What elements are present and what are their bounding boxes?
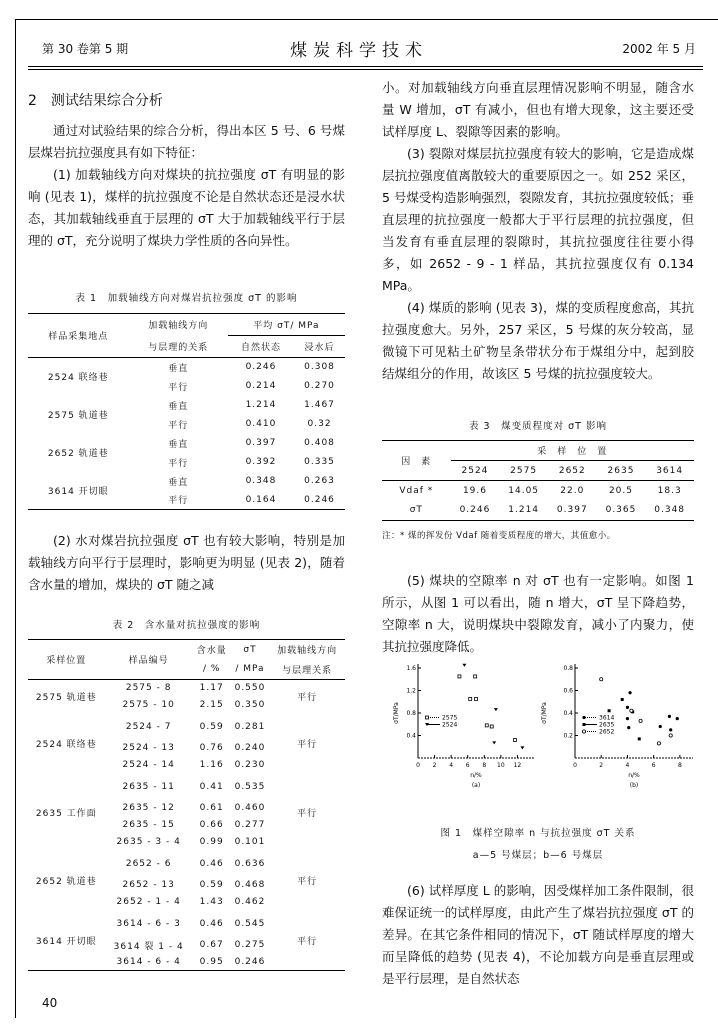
t2-sample-id: 2575 - 10 bbox=[122, 700, 175, 710]
t2-row bbox=[28, 680, 345, 697]
left-column-text-2 bbox=[28, 530, 345, 596]
t2-direction: 平行 bbox=[297, 877, 318, 887]
t1-direction: 平行 bbox=[168, 496, 189, 507]
data-point bbox=[626, 717, 629, 720]
t1-soaked: 0.308 bbox=[304, 362, 335, 373]
t2-header-sigma: σT bbox=[243, 644, 257, 655]
page-number: 40 bbox=[42, 996, 58, 1010]
t1-direction: 垂直 bbox=[168, 477, 189, 488]
t2-row bbox=[28, 911, 345, 937]
t2-sample-id: 2524 - 14 bbox=[122, 760, 175, 770]
x-tick-label: 0 bbox=[416, 762, 420, 769]
t2-location: 2635 工作面 bbox=[35, 808, 97, 819]
data-point bbox=[492, 741, 496, 744]
data-point bbox=[638, 737, 641, 740]
t2-sample-id: 2652 - 6 bbox=[125, 858, 172, 869]
data-point bbox=[474, 675, 477, 678]
data-point bbox=[657, 742, 660, 745]
t2-sigma: 0.240 bbox=[234, 743, 266, 753]
t3-header-location: 采 样 位 置 bbox=[451, 441, 694, 461]
t2-direction: 平行 bbox=[297, 740, 318, 750]
t2-header-dir: 加载轴线方向 bbox=[277, 646, 338, 657]
legend-marker bbox=[582, 716, 585, 719]
x-tick-label: 12 bbox=[513, 762, 522, 769]
t3-cell: 22.0 bbox=[560, 485, 585, 496]
data-point bbox=[659, 725, 662, 728]
t2-sample-id: 3614 裂 1 - 4 bbox=[113, 941, 184, 952]
t3-cell: 20.5 bbox=[608, 485, 633, 496]
t1-row bbox=[28, 472, 345, 491]
t3-row-label: σT bbox=[409, 505, 423, 516]
t2-sigma: 0.277 bbox=[234, 820, 266, 830]
y-tick-label: 0.8 bbox=[563, 665, 573, 672]
y-tick-label: 0.4 bbox=[563, 710, 573, 717]
t2-sigma: 0.246 bbox=[234, 956, 266, 967]
t3-location: 2575 bbox=[510, 465, 538, 476]
y-tick-label: 0.4 bbox=[406, 732, 416, 740]
t2-location: 2575 轨道巷 bbox=[35, 693, 97, 704]
t1-row bbox=[28, 434, 345, 453]
right-column-text-2 bbox=[382, 570, 694, 658]
t2-water: 0.59 bbox=[199, 721, 224, 732]
table-2 bbox=[28, 617, 345, 971]
x-tick-label: 6 bbox=[651, 762, 656, 769]
t2-location: 3614 开切眼 bbox=[35, 936, 97, 947]
t2-sigma: 0.275 bbox=[234, 940, 266, 950]
t2-sample-id: 2635 - 11 bbox=[122, 781, 175, 792]
data-point bbox=[608, 709, 611, 712]
left-column-text bbox=[28, 120, 345, 252]
header-volume: 第 30 卷第 5 期 bbox=[42, 42, 129, 56]
legend-marker bbox=[583, 723, 586, 726]
legend-marker bbox=[582, 730, 585, 733]
t3-cell: 19.6 bbox=[462, 485, 487, 496]
t1-direction: 平行 bbox=[168, 382, 189, 393]
data-point bbox=[490, 725, 493, 728]
t1-soaked: 0.270 bbox=[304, 381, 335, 391]
figure-1-chart-a bbox=[392, 660, 542, 794]
t1-header-direction-1: 加载轴线方向 bbox=[148, 321, 209, 332]
t2-sample-id: 2635 - 3 - 4 bbox=[116, 837, 181, 847]
data-point bbox=[475, 697, 478, 700]
t1-location: 2652 轨道巷 bbox=[47, 449, 109, 459]
table-1 bbox=[28, 290, 345, 510]
t1-location: 2575 轨道巷 bbox=[47, 411, 109, 421]
t2-sigma: 0.281 bbox=[234, 721, 266, 732]
data-point bbox=[639, 719, 642, 722]
t2-location: 2524 联络巷 bbox=[35, 740, 97, 750]
x-tick-label: 4 bbox=[625, 762, 630, 769]
t2-water: 1.43 bbox=[199, 897, 224, 907]
chart-title: (a) bbox=[471, 782, 481, 789]
t3-row-label: Vdaf * bbox=[399, 485, 434, 496]
t2-sigma: 0.550 bbox=[234, 683, 266, 694]
t1-header-location: 样品采集地点 bbox=[28, 314, 129, 358]
data-point bbox=[494, 708, 498, 711]
t2-water: 0.46 bbox=[199, 858, 224, 869]
t1-header-direction-2: 与层理的关系 bbox=[148, 342, 209, 353]
page-frame-top bbox=[15, 19, 718, 20]
t3-row bbox=[382, 481, 694, 501]
t2-water: 0.67 bbox=[199, 940, 224, 950]
t1-soaked: 0.335 bbox=[304, 457, 335, 467]
t2-direction: 平行 bbox=[297, 693, 318, 704]
legend-marker bbox=[426, 716, 429, 719]
x-tick-label: 0 bbox=[573, 762, 577, 769]
x-tick-label: 6 bbox=[465, 762, 470, 769]
t2-sigma: 0.460 bbox=[234, 803, 266, 813]
t2-sample-id: 2524 - 13 bbox=[122, 743, 175, 753]
t1-direction: 垂直 bbox=[168, 363, 189, 374]
t1-soaked: 0.263 bbox=[304, 476, 335, 486]
right-column-text bbox=[382, 77, 694, 385]
t2-water: 0.66 bbox=[199, 820, 224, 830]
y-tick-label: 0.8 bbox=[406, 710, 416, 717]
legend-label: 2524 bbox=[442, 721, 458, 729]
t2-sample-id: 2635 - 15 bbox=[122, 820, 175, 830]
paragraph-2: (2) 水对煤岩抗拉强度 σT 也有较大影响，特别是加载轴线方向平行于层理时，影响更为明显 (见表 2)，随着含水量的增加，煤块的 σT 随之减 bbox=[28, 533, 345, 592]
t1-natural: 0.246 bbox=[245, 362, 277, 373]
t1-direction: 垂直 bbox=[168, 401, 189, 412]
t2-sigma: 0.545 bbox=[234, 918, 266, 929]
t1-soaked: 0.32 bbox=[307, 419, 332, 429]
t2-sample-id: 2635 - 12 bbox=[122, 803, 175, 813]
t1-soaked: 1.467 bbox=[304, 400, 335, 410]
t2-sample-id: 2575 - 8 bbox=[125, 683, 172, 694]
t2-header-dir-2: 与层理关系 bbox=[282, 665, 333, 676]
data-point bbox=[513, 739, 516, 742]
data-point bbox=[469, 697, 472, 700]
legend-label: 3614 bbox=[599, 714, 615, 722]
t2-water: 1.17 bbox=[199, 683, 224, 694]
t1-natural: 1.214 bbox=[245, 400, 277, 410]
t3-cell: 0.397 bbox=[556, 505, 588, 516]
header-rule-2 bbox=[28, 69, 703, 70]
t1-natural: 0.410 bbox=[245, 419, 277, 429]
t2-water: 0.59 bbox=[199, 880, 224, 890]
x-tick-label: 8 bbox=[677, 762, 682, 769]
paragraph-6: (6) 试样厚度 L 的影响，因受煤样加工条件限制，很难保证统一的试样厚度，由此产生了煤岩抗拉强度 σT 的差异。在其它条件相同的情况下，σT 随试样厚度的增大而呈降低的趋势 (见表 4)，不论加载方向是垂直层理或是平行层理，是自然状态 bbox=[382, 883, 694, 986]
paragraph-1: (1) 加载轴线方向对煤块的抗拉强度 σT 有明显的影响 (见表 1)，煤样的抗拉强度不论是自然状态还是浸水状态，其加载轴线垂直于层理的 σT 大于加载轴线平行于层理的 σT，充分说明了煤块力学性质的各向异性。 bbox=[28, 167, 345, 248]
t2-direction: 平行 bbox=[297, 808, 318, 819]
t1-location: 3614 开切眼 bbox=[47, 486, 109, 497]
scatter-chart-b bbox=[540, 660, 700, 790]
x-tick-label: 4 bbox=[449, 762, 454, 769]
t2-row bbox=[28, 774, 345, 800]
t1-direction: 平行 bbox=[168, 458, 189, 469]
data-point bbox=[626, 706, 629, 709]
t2-sigma: 0.535 bbox=[234, 781, 266, 792]
t2-header-water: 含水量 bbox=[196, 646, 227, 657]
t2-water: 0.76 bbox=[199, 743, 224, 753]
y-tick-label: 0.2 bbox=[563, 732, 573, 740]
section-title: 2 测试结果综合分析 bbox=[28, 93, 163, 109]
t2-sample-id: 3614 - 6 - 4 bbox=[116, 956, 181, 967]
t2-row bbox=[28, 714, 345, 740]
t3-header-factor: 因 素 bbox=[382, 441, 451, 481]
t3-cell: 18.3 bbox=[657, 485, 682, 496]
x-tick-label: 2 bbox=[599, 762, 604, 769]
data-point bbox=[628, 691, 631, 694]
data-point bbox=[462, 664, 466, 667]
figure-1-chart-b bbox=[540, 660, 700, 794]
table-3-caption: 表 3 煤变质程度对 σT 影响 bbox=[469, 421, 607, 432]
t1-natural: 0.214 bbox=[245, 381, 277, 391]
figure-1-caption: 图 1 煤样空隙率 n 与抗拉强度 σT 关系 bbox=[440, 828, 636, 839]
t3-location: 2635 bbox=[607, 465, 635, 476]
intro-paragraph: 通过对试验结果的综合分析，得出本区 5 号、6 号煤层煤岩抗拉强度具有如下特征： bbox=[28, 123, 345, 160]
table-3-note: 注：* 煤的挥发份 Vdaf 随着变质程度的增大，其值愈小。 bbox=[382, 531, 616, 541]
data-point bbox=[627, 726, 630, 729]
table-1-grid bbox=[28, 313, 345, 510]
t2-header-water-unit: / % bbox=[202, 664, 221, 675]
t2-sigma: 0.230 bbox=[234, 760, 266, 770]
t2-water: 2.15 bbox=[199, 700, 224, 710]
t2-direction: 平行 bbox=[297, 936, 318, 947]
t2-row bbox=[28, 851, 345, 877]
t2-sigma: 0.462 bbox=[234, 897, 266, 907]
t2-sample-id: 3614 - 6 - 3 bbox=[116, 918, 181, 929]
t2-water: 0.46 bbox=[199, 918, 224, 929]
t3-cell: 0.246 bbox=[459, 505, 491, 516]
x-tick-label: 8 bbox=[482, 762, 487, 769]
y-tick-label: 1.6 bbox=[406, 665, 416, 672]
data-point bbox=[668, 715, 671, 718]
t2-sigma: 0.468 bbox=[234, 880, 266, 890]
page-frame-left bbox=[15, 19, 16, 1018]
figure-1-captions bbox=[382, 825, 694, 861]
table-3 bbox=[382, 418, 694, 541]
data-point bbox=[485, 724, 488, 727]
table-2-caption: 表 2 含水量对抗拉强度的影响 bbox=[112, 620, 261, 631]
t1-direction: 平行 bbox=[168, 420, 189, 431]
t1-natural: 0.348 bbox=[245, 476, 277, 486]
y-tick-label: 1.2 bbox=[406, 687, 416, 695]
table-2-grid bbox=[28, 639, 345, 971]
table-3-grid bbox=[382, 440, 694, 521]
y-axis-label: σT/MPa bbox=[393, 702, 400, 724]
t2-water: 1.16 bbox=[199, 760, 224, 770]
table-1-caption: 表 1 加载轴线方向对煤岩抗拉强度 σT 的影响 bbox=[75, 293, 298, 304]
y-tick-label: 0.6 bbox=[563, 687, 573, 695]
t2-sample-id: 2652 - 1 - 4 bbox=[116, 897, 181, 907]
t2-sigma: 0.636 bbox=[234, 858, 266, 869]
t1-row bbox=[28, 396, 345, 415]
t1-natural: 0.397 bbox=[245, 438, 277, 448]
t1-natural: 0.164 bbox=[245, 494, 277, 505]
x-tick-label: 10 bbox=[497, 762, 505, 769]
t2-header-location: 采样位置 bbox=[28, 640, 105, 680]
paragraph-5: (5) 煤块的空隙率 n 对 σT 也有一定影响。如图 1 所示，从图 1 可以看出，随 n 增大，σT 呈下降趋势，空隙率 n 大，说明煤块中裂隙发育，减小了内聚力，使其抗拉强度降低。 bbox=[382, 573, 694, 654]
t2-location: 2652 轨道巷 bbox=[35, 877, 97, 887]
t2-water: 0.41 bbox=[199, 781, 224, 792]
header-date: 2002 年 5 月 bbox=[622, 42, 696, 56]
t1-soaked: 0.408 bbox=[304, 438, 335, 448]
paragraph-continued: 小。对加载轴线方向垂直层理情况影响不明显，随含水量 W 增加，σT 有减小，但也有增大现象，这主要还受试样厚度 L、裂隙等因素的影响。 bbox=[382, 80, 694, 139]
t3-row bbox=[382, 501, 694, 521]
header-journal: 煤炭科学技术 bbox=[290, 41, 428, 61]
y-axis-label: σT/MPa bbox=[541, 702, 548, 724]
t1-direction: 垂直 bbox=[168, 439, 189, 450]
data-point bbox=[669, 728, 672, 731]
t1-row bbox=[28, 358, 345, 377]
data-point bbox=[458, 675, 461, 678]
t1-header-natural: 自然状态 bbox=[240, 343, 281, 353]
t2-sample-id: 2652 - 13 bbox=[122, 880, 175, 890]
t2-water: 0.99 bbox=[199, 837, 224, 847]
x-axis-label: n/% bbox=[470, 772, 482, 779]
figure-1-subcaption: a—5 号煤层；b—6 号煤层 bbox=[472, 850, 604, 861]
paragraph-4: (4) 煤质的影响 (见表 3)，煤的变质程度愈高，其抗拉强度愈大。另外，257 采区，5 号煤的灰分较高，显微镜下可见粘土矿物呈条带状分布于煤组分中，起到胶结煤组分的作用，故该区 5 号煤的抗拉强度较大。 bbox=[382, 300, 694, 381]
t3-cell: 0.348 bbox=[654, 505, 686, 516]
chart-title: (b) bbox=[629, 782, 639, 789]
data-point bbox=[676, 717, 679, 720]
right-column-text-3 bbox=[382, 880, 694, 990]
scatter-chart-a bbox=[392, 660, 542, 790]
header-rule bbox=[28, 66, 703, 67]
t3-location: 2524 bbox=[461, 465, 489, 476]
paragraph-3: (3) 裂隙对煤层抗拉强度有较大的影响，它是造成煤层抗拉强度值离散较大的重要原因之一。如 252 采区，5 号煤受构造影响强烈，裂隙发育，其抗拉强度较低；垂直层理的抗拉强度一般都大于平行层理的抗拉强度，但当发育有垂直层理的裂隙时，其抗拉强度往往要小得多，如 2652 - 9 - 1 样品，其抗拉强度仅有 0.134 MPa。 bbox=[382, 146, 694, 293]
data-point bbox=[630, 709, 633, 712]
t3-cell: 1.214 bbox=[508, 505, 540, 516]
x-axis-label: n/% bbox=[628, 772, 640, 779]
legend-label: 2652 bbox=[599, 728, 615, 736]
t2-header-sample: 样品编号 bbox=[105, 640, 193, 680]
t1-header-soaked: 浸水后 bbox=[304, 343, 335, 353]
t3-location: 2652 bbox=[558, 465, 586, 476]
t2-sample-id: 2524 - 7 bbox=[125, 721, 172, 732]
t2-sigma: 0.350 bbox=[234, 700, 266, 710]
t2-water: 0.61 bbox=[199, 803, 224, 813]
t3-cell: 0.365 bbox=[605, 505, 637, 516]
t3-location: 3614 bbox=[656, 465, 684, 476]
data-point bbox=[669, 734, 672, 737]
t2-water: 0.95 bbox=[199, 956, 224, 967]
t1-location: 2524 联络巷 bbox=[47, 373, 109, 384]
legend-label: 2575 bbox=[442, 714, 458, 722]
data-point bbox=[600, 678, 603, 681]
t1-soaked: 0.246 bbox=[304, 494, 335, 505]
t3-cell: 14.05 bbox=[508, 485, 540, 496]
t1-header-avg: 平均 σT/ MPa bbox=[228, 314, 345, 336]
data-point bbox=[621, 698, 624, 701]
legend-label: 2635 bbox=[599, 721, 615, 729]
t2-header-sigma-unit: / MPa bbox=[235, 664, 265, 675]
t2-sigma: 0.101 bbox=[234, 837, 266, 847]
t1-natural: 0.392 bbox=[245, 457, 277, 467]
x-tick-label: 2 bbox=[432, 762, 437, 769]
data-point bbox=[520, 746, 524, 749]
